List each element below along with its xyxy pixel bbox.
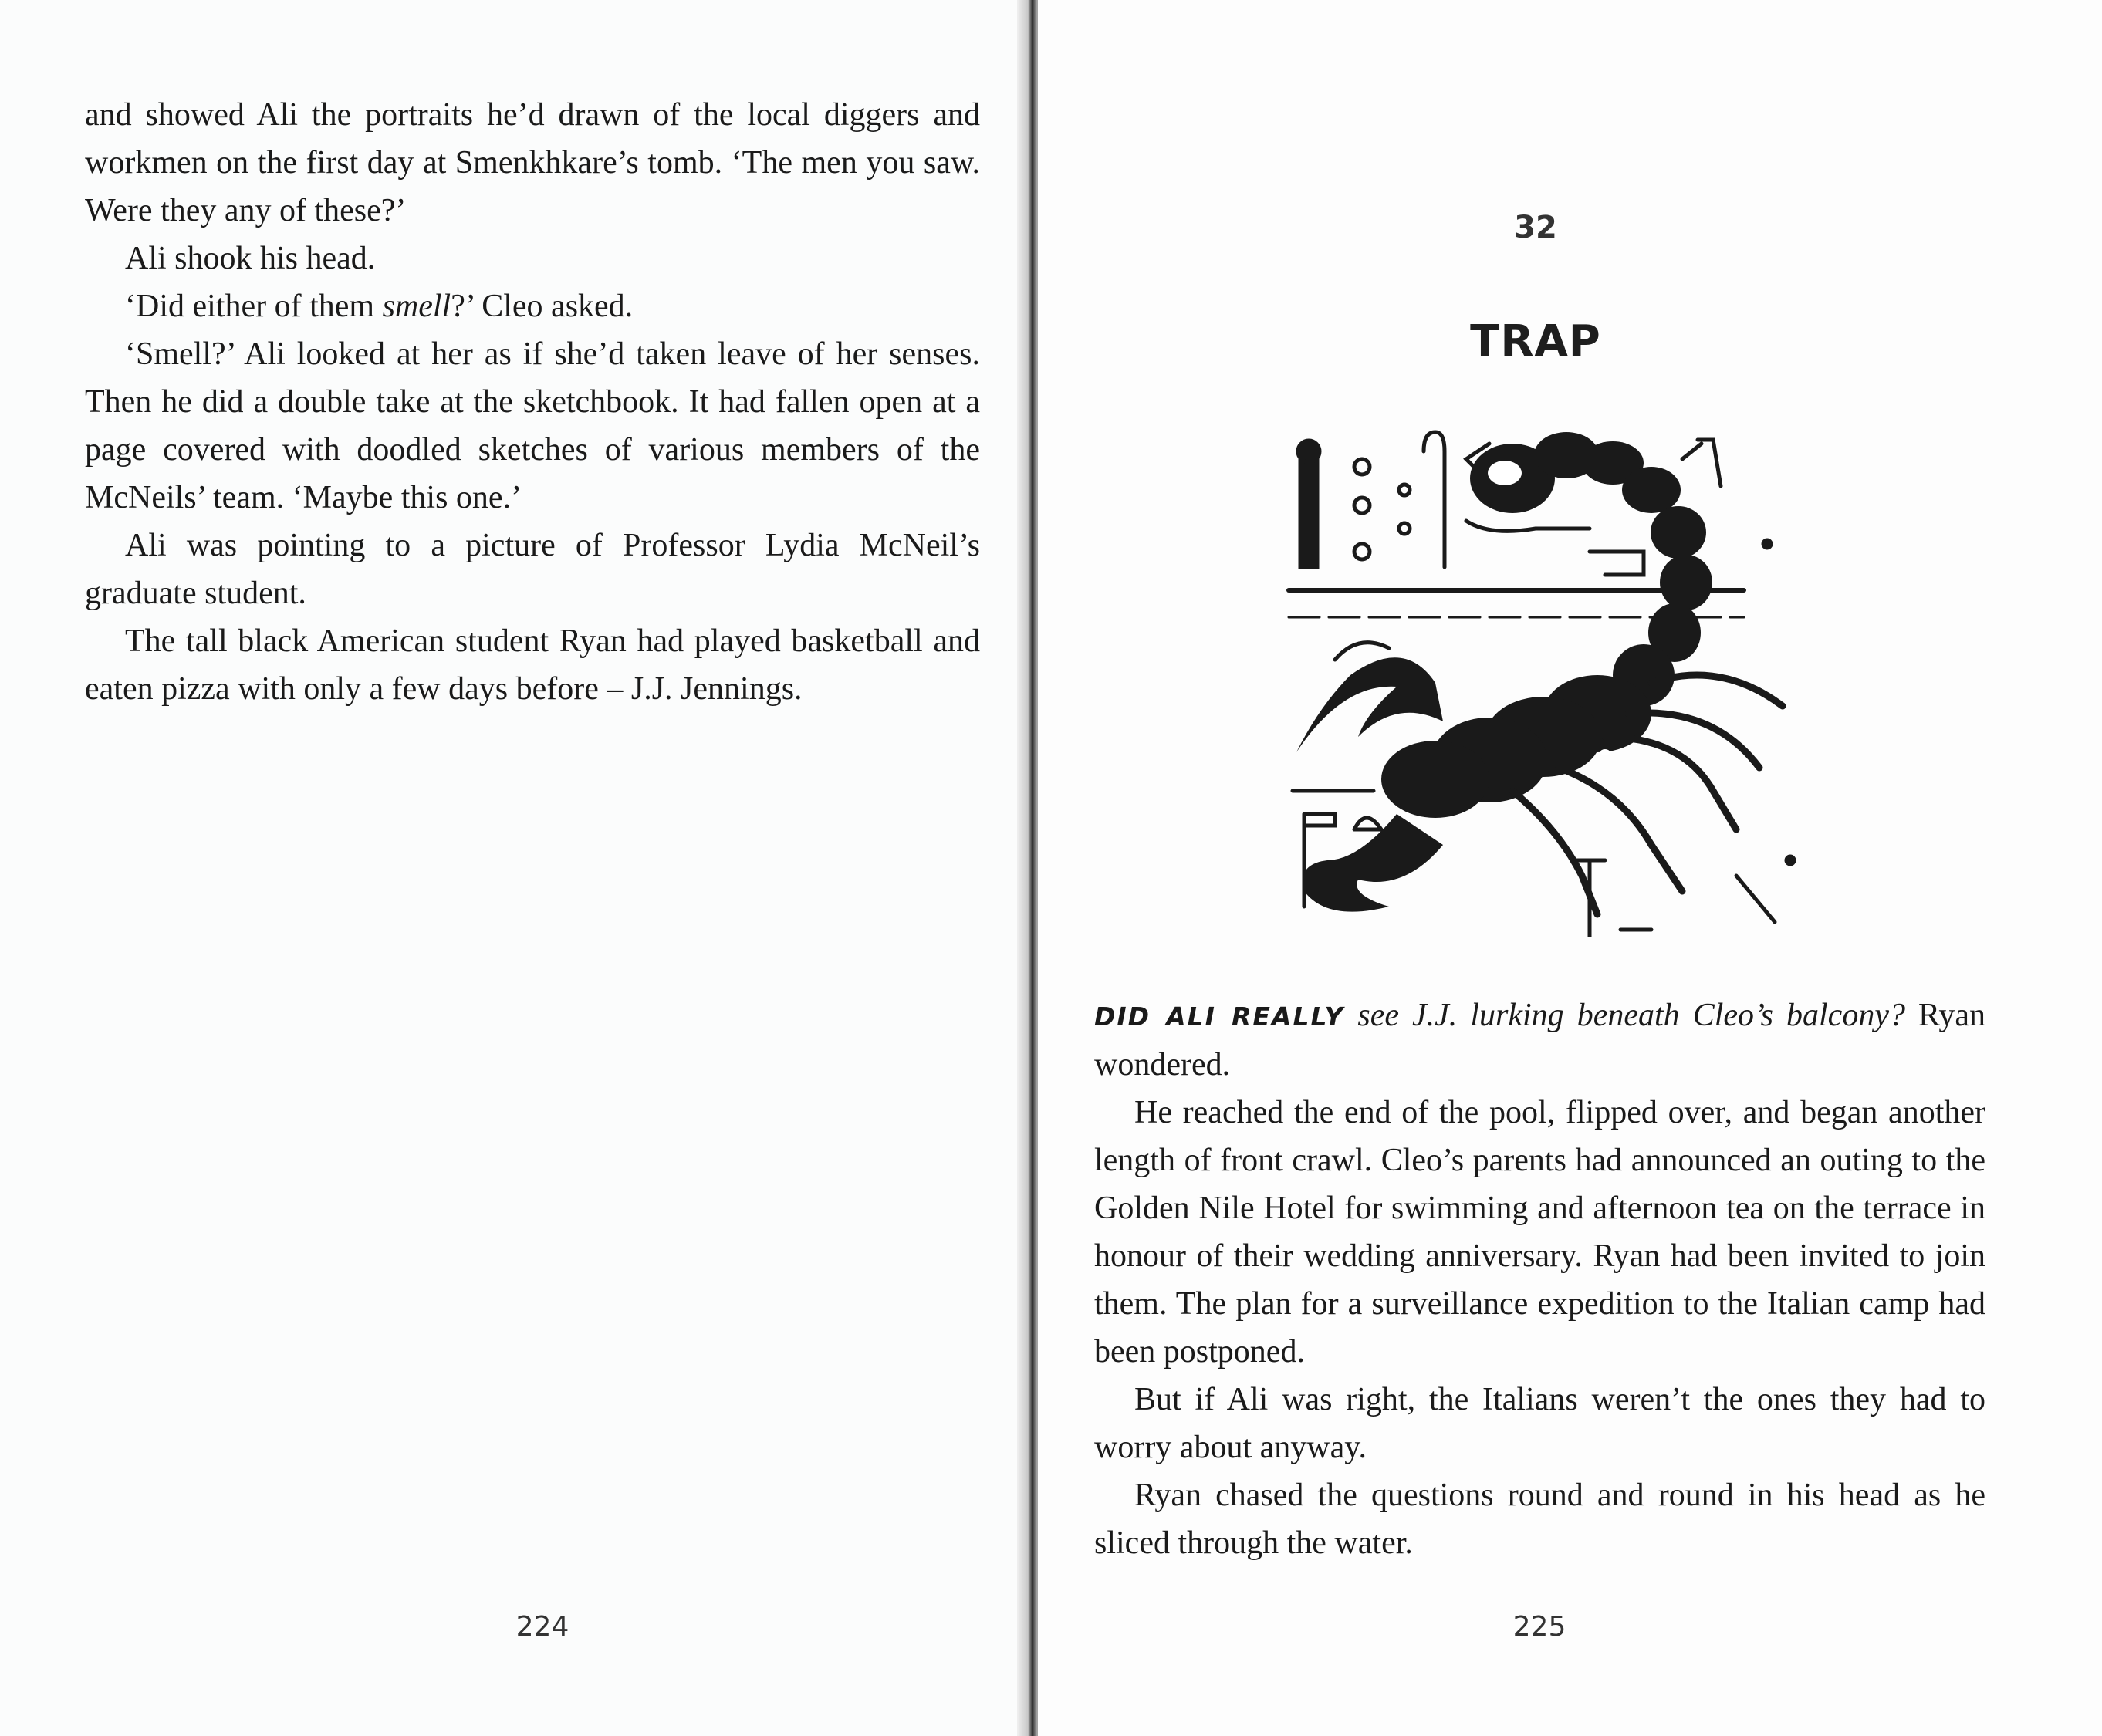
left-paragraph-1 [85,91,980,235]
right-paragraph-4 [1094,1471,1985,1567]
bleed-through-text [69,718,548,1566]
left-paragraph-5-run-1: Ali was pointing to a picture of Professor Lydia McNeil’s graduate student. [85,528,980,611]
left-page [0,0,1026,1736]
chapter-title: TRAP [1470,316,1601,366]
left-paragraph-5 [85,522,980,617]
scorpion-hieroglyph-drawing [1281,428,1813,937]
chapter-lead-in: DID ALI REALLY [1094,1001,1345,1032]
right-paragraph-2-run-1: He reached the end of the pool, flipped over, and began another length of front crawl. Cleo’s parents had announced an outing to the Golden Nile Hotel for swimming and afternoon tea on the terrace in honour of their wedding anniversary. Ryan had been invited to join them. The plan for a surveillance expedition to the Italian camp had been postponed. [1094,1095,1985,1370]
right-paragraph-4-run-1: Ryan chased the questions round and round in his head as he sliced through the water. [1094,1478,1985,1561]
right-paragraph-1 [1094,991,1985,1089]
left-page-text [85,91,980,713]
left-paragraph-3 [85,282,980,330]
left-paragraph-1-run-1: and showed Ali the portraits he’d drawn of the local diggers and workmen on the first day at Smenkhkare’s tomb. ‘The men you saw. Were they any of these?’ [85,97,980,228]
left-paragraph-3-run-3: ?’ Cleo asked. [451,289,634,324]
left-paragraph-2-run-1: Ali shook his head. [125,241,376,276]
left-paragraph-4-run-1: ‘Smell?’ Ali looked at her as if she’d taken leave of her senses. Then he did a double take at the sketchbook. It had fallen open at a page covered with doodled sketches of various members of the McNeils’ team. ‘Maybe this one.’ [85,336,980,515]
right-paragraph-3-run-1: But if Ali was right, the Italians weren’t the ones they had to worry about anyway. [1094,1382,1985,1465]
left-paragraph-3-run-1: ‘Did either of them [125,289,383,324]
left-paragraph-3-run-2: smell [382,289,451,324]
right-paragraph-1-run-1: see J.J. lurking beneath Cleo’s balcony? [1357,998,1905,1033]
right-paragraph-1-run-2: Ryan wondered. [1094,998,1985,1082]
left-paragraph-6 [85,617,980,713]
left-paragraph-4 [85,330,980,522]
scorpion-illustration [1281,428,1813,937]
left-paragraph-6-run-1: The tall black American student Ryan had played basketball and eaten pizza with only a few days before – J.J. Jennings. [85,623,980,707]
left-page-number: 224 [515,1611,569,1643]
left-paragraph-2 [85,235,980,282]
chapter-number: 32 [1514,210,1557,245]
right-page-number: 225 [1512,1611,1566,1643]
right-paragraph-2 [1094,1089,1985,1376]
right-paragraph-3 [1094,1376,1985,1471]
right-page-text [1094,991,1985,1567]
